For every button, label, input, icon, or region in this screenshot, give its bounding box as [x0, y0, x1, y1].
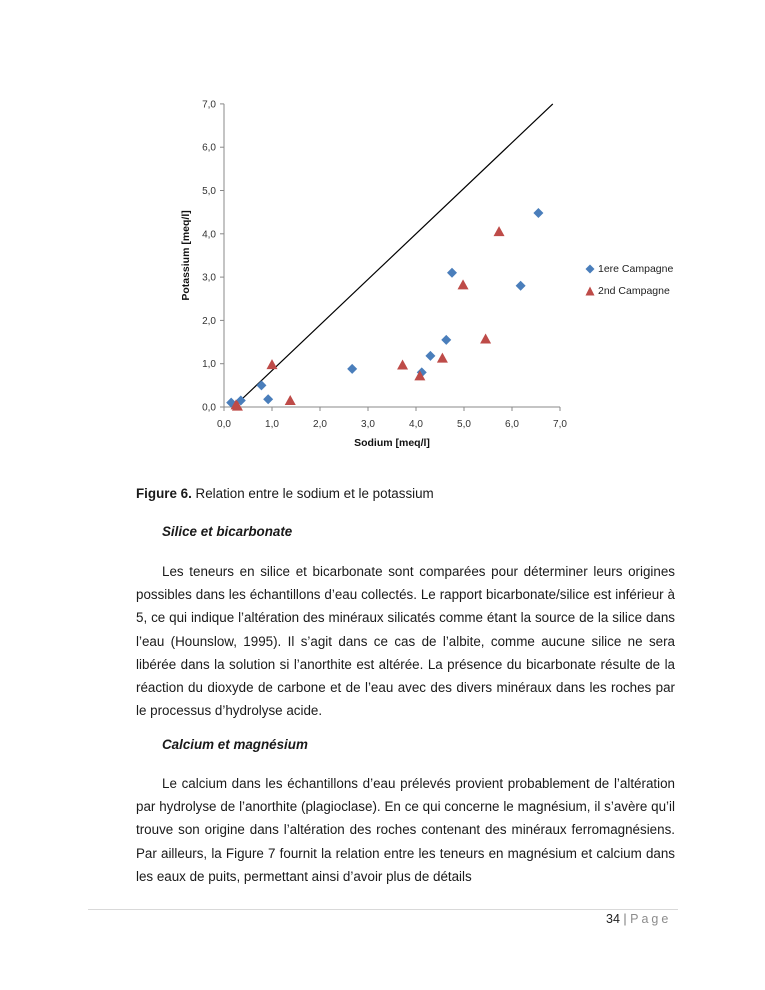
- footer-divider: [88, 909, 678, 910]
- x-tick-label: 2,0: [313, 419, 327, 430]
- legend-item-2nd-campagne: [585, 280, 673, 302]
- page-number: 34: [606, 912, 620, 926]
- y-tick-label: 1,0: [202, 359, 216, 371]
- triangle-marker-icon: [585, 286, 595, 296]
- triangle-data-point: [458, 279, 469, 289]
- paragraph-silice: Les teneurs en silice et bicarbonate sont comparées pour déterminer leurs origines possibles dans les échantillons d’eau collectés. Le rapport bicarbonate/silice est inférieur à 5, ce qui indique l’altération des minéraux silicatés comme étant la source de la silice dans l’eau (Hounslow, 1995). Il s’agit dans ce cas de l’albite, comme aucune silice ne sera libérée dans la solution si l’anorthite est altérée. La présence du bicarbonate résulte de la réaction du dioxyde de carbone et de l’eau avec des divers minéraux dans les roches par le processus d’hydrolyse acide.: [136, 564, 675, 719]
- diamond-data-point: [441, 335, 451, 345]
- x-tick-label: 1,0: [265, 419, 279, 430]
- triangle-data-point: [480, 334, 491, 344]
- triangle-data-point: [285, 395, 296, 405]
- diamond-data-point: [425, 351, 435, 361]
- page-footer: [606, 912, 671, 926]
- x-tick-label: 7,0: [553, 419, 567, 430]
- diamond-marker-icon: [585, 264, 595, 274]
- x-tick-label: 5,0: [457, 419, 471, 430]
- diamond-data-point: [516, 281, 526, 291]
- section-heading-calcium: Calcium et magnésium: [162, 737, 308, 752]
- diamond-data-point: [263, 394, 273, 404]
- chart-legend: [585, 258, 673, 302]
- x-axis-title: Sodium [meq/l]: [354, 437, 430, 449]
- diamond-data-point: [447, 268, 457, 278]
- legend-item-1ere-campagne: [585, 258, 673, 280]
- section-heading-silice: Silice et bicarbonate: [162, 524, 293, 539]
- page-word: Page: [630, 912, 672, 926]
- triangle-data-point: [267, 359, 278, 369]
- footer-separator: |: [619, 912, 631, 926]
- x-tick-label: 6,0: [505, 419, 519, 430]
- triangle-data-point: [494, 226, 505, 236]
- one-to-one-line: [234, 104, 553, 407]
- y-tick-label: 7,0: [202, 99, 216, 111]
- y-tick-label: 2,0: [202, 315, 216, 327]
- y-tick-label: 5,0: [202, 186, 216, 197]
- figure-caption: [136, 486, 434, 501]
- diamond-data-point: [347, 364, 357, 374]
- paragraph-calcium: Le calcium dans les échantillons d’eau prélevés provient probablement de l’altération par hydrolyse de l’anorthite (plagioclase). En ce qui concerne le magnésium, il s’avère qu’il trouve son origine dans l’altération des roches contenant des minéraux ferromagnésiens. Par ailleurs, la Figure 7 fournit la relation entre les teneurs en magnésium et calcium dans les eaux de puits, permettant ainsi d’avoir plus de détails: [136, 776, 675, 884]
- x-tick-label: 3,0: [361, 419, 375, 430]
- x-tick-label: 4,0: [409, 419, 423, 430]
- diamond-data-point: [533, 208, 543, 218]
- y-tick-label: 0,0: [202, 402, 216, 414]
- x-tick-label: 0,0: [217, 419, 231, 430]
- triangle-data-point: [437, 353, 448, 363]
- figure-caption-label: Figure 6.: [136, 486, 192, 501]
- diamond-data-point: [256, 380, 266, 390]
- triangle-data-point: [397, 359, 408, 369]
- y-tick-label: 3,0: [202, 272, 216, 284]
- y-axis-title: Potassium [meq/l]: [180, 210, 192, 301]
- legend-label: 2nd Campagne: [598, 285, 670, 297]
- figure-caption-text: Relation entre le sodium et le potassium: [191, 486, 434, 501]
- legend-label: 1ere Campagne: [598, 263, 674, 275]
- y-tick-label: 4,0: [202, 229, 216, 241]
- y-tick-label: 6,0: [202, 142, 216, 154]
